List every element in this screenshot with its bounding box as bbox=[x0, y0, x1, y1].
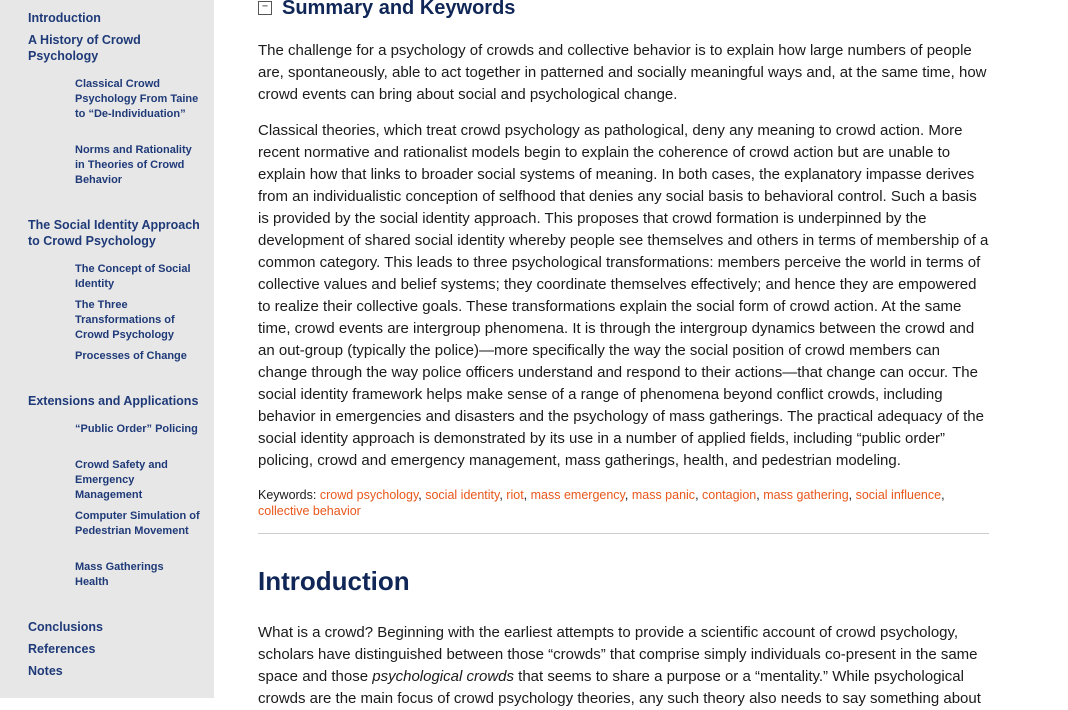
toc-link-public-order-policing[interactable]: “Public Order” Policing bbox=[75, 423, 198, 435]
summary-paragraph-2: Classical theories, which treat crowd psychology as pathological, deny any meaning to crowd action. More recent normative and rationalist models begin to explain the coherence of crowd action but are unable to explain how that links to broader social systems of meaning. In both cases, the explanatory impasse derives from an individualistic conception of selfhood that denies any social basis to behavioral control. Such a basis is provided by the social identity approach. This proposes that crowd formation is underpinned by the development of shared social identity whereby people see themselves and others in terms of membership of a common category. This leads to three psychological transformations: members perceive the world in terms of collective values and belief systems; they coordinate themselves effectively; and hence they are empowered to realize their collective goals. These transformations explain the social form of crowd action. At the same time, crowd events are intergroup phenomena. It is through the intergroup dynamics between the crowd and an out-group (typically the police)—more specifically the way the social position of crowd members can change through the way police officers understand and respond to their actions—that change can occur. The social identity framework helps make sense of a range of phenomena beyond conflict crowds, including behavior in emergencies and disasters and the psychology of mass gatherings. The practical adequacy of the social identity approach is demonstrated by its use in a number of applied fields, including “public order” policing, crowd and emergency management, mass gatherings, health, and pedestrian modeling. bbox=[258, 122, 989, 469]
summary-heading: Summary and Keywords bbox=[282, 0, 516, 19]
keyword-link[interactable]: collective behavior bbox=[258, 504, 361, 518]
keyword-link[interactable]: riot bbox=[506, 488, 524, 502]
toc-link-notes[interactable]: Notes bbox=[28, 664, 63, 678]
intro-italic-term: psychological crowds bbox=[372, 668, 514, 685]
keywords-label: Keywords: bbox=[258, 488, 317, 502]
table-of-contents-sidebar bbox=[0, 0, 214, 698]
keywords-line: Keywords: crowd psychology, social identity, riot, mass emergency, mass panic, contagion, mass gathering, social influence, collective behavior bbox=[258, 488, 945, 518]
toc-link-mass-gatherings-health[interactable]: Mass Gatherings Health bbox=[75, 561, 164, 588]
keyword-link[interactable]: mass gathering bbox=[763, 488, 849, 502]
toc-link-introduction[interactable]: Introduction bbox=[28, 11, 101, 25]
toc-link-conclusions[interactable]: Conclusions bbox=[28, 620, 104, 634]
toc-link-social-identity-approach[interactable]: The Social Identity Approach to Crowd Psychology bbox=[28, 218, 200, 248]
intro-text-end: that seems to share a purpose or a “mentality.” While psychological crowds are the main focus of crowd psychology theories, any such theory also needs to say something about bbox=[258, 668, 981, 707]
toc-link-concept-of-social-identity[interactable]: The Concept of Social Identity bbox=[75, 263, 191, 290]
toc-link-processes-of-change[interactable]: Processes of Change bbox=[75, 350, 187, 362]
intro-text-start: What is a crowd? Beginning with the earliest attempts to provide a scientific account of crowd psychology, scholars have distinguished between those “crowds” that comprise simply individuals co-present in the same space and those bbox=[258, 624, 978, 685]
keyword-link[interactable]: mass emergency bbox=[530, 488, 625, 502]
toc-link-extensions-and-applications[interactable]: Extensions and Applications bbox=[28, 394, 199, 408]
section-divider bbox=[258, 533, 989, 534]
keyword-link[interactable]: mass panic bbox=[631, 488, 696, 502]
summary-paragraph-1: The challenge for a psychology of crowds and collective behavior is to explain how large numbers of people are, spontaneously, able to act together in patterned and socially meaningful ways and, at the same time, how crowd events can bring about social and psychological change. bbox=[258, 42, 987, 103]
collapse-toggle-button[interactable]: − bbox=[258, 1, 272, 15]
toc-link-norms-and-rationality[interactable]: Norms and Rationality in Theories of Crowd Behavior bbox=[75, 144, 192, 186]
toc-link-classical-crowd-psychology[interactable]: Classical Crowd Psychology From Taine to “De-Individuation” bbox=[75, 78, 199, 120]
article-content bbox=[258, 0, 990, 707]
keyword-link[interactable]: crowd psychology bbox=[319, 488, 419, 502]
toc-link-crowd-safety[interactable]: Crowd Safety and Emergency Management bbox=[75, 459, 168, 501]
toc-link-computer-simulation[interactable]: Computer Simulation of Pedestrian Movement bbox=[75, 510, 200, 537]
toc-link-references[interactable]: References bbox=[28, 642, 96, 656]
introduction-paragraph bbox=[258, 622, 990, 710]
keyword-link[interactable]: social influence bbox=[855, 488, 942, 502]
keyword-link[interactable]: contagion bbox=[702, 488, 757, 502]
toc-link-history-of-crowd-psychology[interactable]: A History of Crowd Psychology bbox=[28, 33, 141, 63]
keyword-link[interactable]: social identity bbox=[425, 488, 500, 502]
introduction-heading: Introduction bbox=[258, 566, 410, 596]
toc-link-three-transformations[interactable]: The Three Transformations of Crowd Psychology bbox=[75, 299, 175, 341]
